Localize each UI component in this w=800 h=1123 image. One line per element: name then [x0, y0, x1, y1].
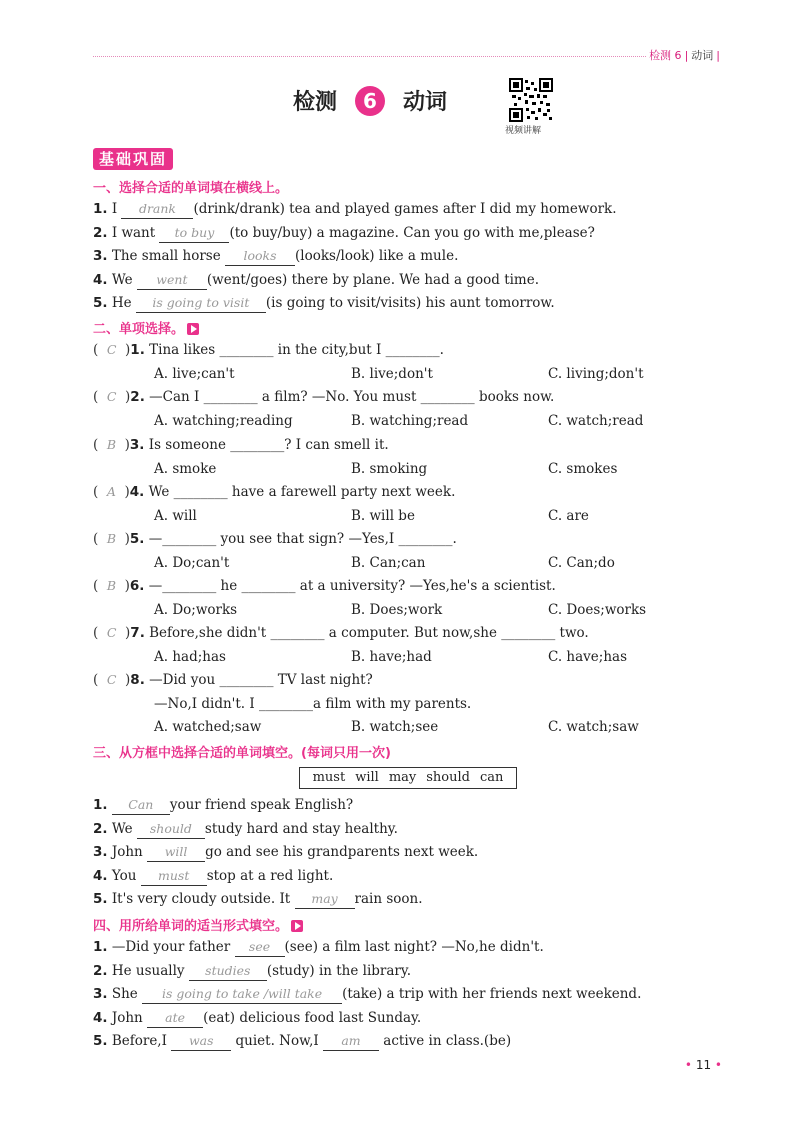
question-text: You — [111, 867, 137, 884]
question-text: John — [111, 1009, 143, 1026]
answer-paren: ( C ) — [93, 389, 131, 405]
choice-question — [93, 577, 556, 595]
question-text: —Did your father — [111, 939, 231, 955]
answer-blank[interactable] — [323, 1032, 379, 1051]
question-text: (went/goes) there by plane. We had a good time. — [206, 271, 540, 288]
choice-question — [93, 530, 457, 548]
question-text: (study) in the library. — [266, 962, 412, 979]
question-line — [93, 796, 353, 815]
question-number: 3. — [93, 844, 108, 860]
option-a[interactable]: A. smoke — [154, 460, 217, 477]
section-heading-1: 一、选择合适的单词填在横线上。 — [93, 181, 289, 196]
question-number: 2. — [93, 820, 108, 837]
option-c[interactable]: C. are — [548, 507, 589, 524]
answer-text: C — [106, 672, 117, 687]
question-number: 4. — [93, 1009, 108, 1026]
word-option: will — [355, 770, 379, 785]
answer-blank[interactable] — [235, 938, 285, 957]
question-text: study hard and stay healthy. — [204, 820, 398, 837]
answer-blank[interactable] — [137, 271, 207, 290]
answer-blank[interactable] — [189, 962, 267, 981]
answer-blank[interactable] — [147, 843, 205, 862]
question-number: 8. — [130, 672, 145, 688]
page-number: • 11 • — [684, 1058, 722, 1072]
question-text: —Did you ________ TV last night? — [149, 672, 373, 688]
question-number: 4. — [93, 271, 108, 288]
option-c[interactable]: C. watch;read — [548, 412, 644, 429]
choice-question — [93, 483, 455, 501]
word-box — [299, 767, 517, 789]
answer-blank[interactable] — [225, 247, 295, 266]
question-text: go and see his grandparents next week. — [205, 844, 479, 860]
option-b[interactable]: B. smoking — [351, 460, 428, 477]
word-option: must — [312, 770, 346, 785]
answer-paren: ( A ) — [93, 484, 130, 500]
answer-paren: ( C ) — [93, 342, 131, 358]
question-number: 1. — [93, 797, 108, 813]
answer-blank[interactable] — [171, 1032, 231, 1051]
section-heading-4: 四、用所给单词的适当形式填空。 — [93, 915, 303, 934]
question-text: —________ he ________ at a university? —Yes,he's a scientist. — [148, 578, 556, 594]
section-heading-3: 三、从方框中选择合适的单词填空。(每词只用一次) — [93, 746, 391, 761]
question-number: 4. — [129, 484, 145, 500]
answer-text: C — [106, 389, 117, 404]
option-a[interactable]: A. watched;saw — [154, 719, 262, 735]
question-text: John — [111, 844, 143, 860]
question-line — [93, 962, 411, 981]
qr-code-icon[interactable] — [509, 78, 553, 122]
choice-question — [93, 624, 589, 642]
question-number: 4. — [93, 867, 108, 884]
question-line — [93, 890, 423, 909]
question-text: We — [111, 271, 133, 288]
question-number: 3. — [93, 248, 108, 264]
answer-text: may — [311, 891, 338, 906]
choice-question — [93, 388, 554, 406]
option-a[interactable]: A. live;can't — [154, 365, 235, 382]
answer-text: is going to visit — [152, 295, 250, 310]
question-number: 1. — [130, 342, 145, 358]
option-b[interactable]: B. will be — [351, 507, 415, 524]
header-section: 检测 6 — [649, 49, 682, 62]
answer-text: Can — [128, 797, 154, 812]
option-a[interactable]: A. will — [154, 507, 197, 524]
play-icon[interactable] — [187, 323, 199, 335]
answer-blank[interactable] — [121, 200, 193, 219]
answer-text: looks — [243, 248, 277, 263]
question-text: —________ you see that sign? —Yes,I ________. — [148, 531, 457, 547]
question-line — [93, 820, 398, 839]
running-header: 检测 6 | 动词 | — [646, 47, 726, 63]
option-b[interactable]: B. watch;see — [351, 719, 439, 735]
question-text: active in class.(be) — [383, 1033, 512, 1049]
question-text: Before,I — [111, 1033, 167, 1049]
answer-blank[interactable] — [295, 890, 355, 909]
answer-text: ate — [165, 1009, 185, 1025]
title-post: 动词 — [403, 90, 448, 115]
answer-text: went — [156, 271, 188, 287]
question-text: Is someone ________? I can smell it. — [148, 437, 389, 453]
play-icon[interactable] — [291, 920, 303, 932]
answer-text: was — [188, 1033, 214, 1048]
option-c[interactable]: C. watch;saw — [548, 719, 639, 735]
title-pre: 检测 — [292, 90, 337, 115]
title-number: 6 — [355, 86, 385, 116]
question-line — [93, 843, 478, 862]
option-a[interactable]: A. watching;reading — [154, 412, 293, 429]
option-b[interactable]: B. Can;can — [351, 554, 426, 571]
option-c[interactable]: C. have;has — [548, 648, 628, 665]
option-a[interactable]: A. Do;works — [154, 601, 238, 618]
section-heading-2: 二、单项选择。 — [93, 318, 199, 337]
answer-blank[interactable] — [141, 867, 207, 886]
option-b[interactable]: B. live;don't — [351, 365, 433, 382]
page-title — [0, 85, 800, 118]
question-text: —Can I ________ a film? —No. You must ________ books now. — [149, 389, 555, 405]
answer-text: drank — [138, 201, 176, 216]
answer-text: to buy — [174, 224, 215, 240]
question-line — [93, 867, 333, 886]
option-c[interactable]: C. Does;works — [548, 601, 647, 618]
answer-paren: ( C ) — [93, 672, 131, 688]
question-text: (drink/drank) tea and played games after I did my homework. — [193, 201, 617, 217]
option-c[interactable]: C. living;don't — [548, 365, 644, 382]
question-text: Before,she didn't ________ a computer. But now,she ________ two. — [149, 625, 589, 641]
choice-question — [93, 436, 389, 454]
option-c[interactable]: C. smokes — [548, 460, 618, 477]
question-text: The small horse — [111, 248, 221, 264]
question-number: 6. — [129, 578, 145, 594]
question-text: (see) a film last night? —No,he didn't. — [284, 939, 544, 955]
question-number: 7. — [130, 625, 145, 641]
question-text: (take) a trip with her friends next weekend. — [342, 986, 642, 1002]
word-option: may — [388, 770, 417, 785]
answer-blank[interactable] — [137, 820, 205, 839]
answer-blank[interactable] — [147, 1009, 203, 1028]
question-text: stop at a red light. — [206, 867, 334, 884]
question-number: 3. — [93, 986, 108, 1002]
question-number: 1. — [93, 939, 108, 955]
answer-text: must — [158, 867, 190, 883]
question-number: 2. — [93, 962, 108, 979]
question-text: I — [111, 201, 118, 217]
option-a[interactable]: A. had;has — [154, 648, 226, 665]
answer-text: is going to take /will take — [161, 986, 323, 1001]
question-number: 5. — [93, 1033, 108, 1049]
question-text: We — [111, 820, 133, 837]
question-text: Tina likes ________ in the city,but I ________. — [149, 342, 444, 358]
answer-text: A — [106, 484, 116, 499]
answer-text: am — [341, 1033, 361, 1048]
answer-paren: ( B ) — [93, 531, 130, 547]
question-number: 3. — [129, 437, 145, 453]
answer-paren: ( B ) — [93, 578, 130, 594]
answer-blank[interactable] — [159, 224, 229, 243]
answer-text: C — [106, 625, 117, 640]
question-line — [93, 1009, 421, 1028]
answer-blank[interactable] — [142, 985, 342, 1004]
answer-text: studies — [205, 962, 251, 978]
word-option: can — [479, 770, 504, 785]
option-b[interactable]: B. have;had — [351, 648, 432, 665]
question-line — [93, 938, 544, 957]
question-text: We ________ have a farewell party next week. — [148, 484, 456, 500]
answer-paren: ( B ) — [93, 437, 130, 453]
option-c[interactable]: C. Can;do — [548, 554, 615, 571]
question-text: quiet. Now,I — [235, 1033, 319, 1049]
word-option: should — [426, 770, 470, 785]
question-line — [93, 247, 458, 266]
question-line — [93, 294, 555, 313]
answer-blank[interactable] — [112, 796, 170, 815]
option-b[interactable]: B. watching;read — [351, 412, 469, 429]
question-text: rain soon. — [354, 891, 423, 907]
question-text: I want — [111, 224, 156, 241]
answer-text: B — [106, 531, 117, 546]
header-topic: 动词 — [691, 49, 714, 62]
question-text: (to buy/buy) a magazine. Can you go with me,please? — [229, 224, 595, 241]
question-number: 1. — [93, 201, 108, 217]
section-banner: 基础巩固 — [93, 148, 173, 170]
answer-blank[interactable] — [136, 294, 266, 313]
question-text: (is going to visit/visits) his aunt tomorrow. — [265, 295, 555, 311]
question-text: (eat) delicious food last Sunday. — [203, 1009, 422, 1026]
question-line — [93, 224, 595, 243]
answer-text: will — [164, 844, 188, 859]
question-text: (looks/look) like a mule. — [295, 248, 459, 264]
answer-text: should — [149, 820, 192, 836]
question-number: 5. — [129, 531, 145, 547]
question-text-cont: —No,I didn't. I ________a film with my parents. — [154, 695, 472, 712]
question-number: 5. — [93, 891, 108, 907]
question-number: 2. — [130, 389, 145, 405]
question-number: 2. — [93, 224, 108, 241]
question-line — [93, 271, 539, 290]
answer-text: C — [106, 342, 117, 357]
qr-caption: 视频讲解 — [505, 126, 542, 136]
question-line — [93, 985, 641, 1004]
question-number: 5. — [93, 295, 108, 311]
question-line — [93, 200, 617, 219]
question-text: He usually — [111, 962, 185, 979]
question-text: She — [111, 986, 138, 1002]
option-b[interactable]: B. Does;work — [351, 601, 443, 618]
header-rule — [93, 56, 714, 57]
question-text: He — [111, 295, 132, 311]
question-line — [93, 1032, 511, 1051]
choice-question — [93, 341, 444, 359]
question-text: It's very cloudy outside. It — [111, 891, 291, 907]
answer-paren: ( C ) — [93, 625, 131, 641]
choice-question — [93, 671, 373, 689]
answer-text: B — [106, 437, 117, 452]
answer-text: see — [248, 939, 271, 954]
question-text: your friend speak English? — [169, 797, 354, 813]
answer-text: B — [106, 578, 117, 593]
option-a[interactable]: A. Do;can't — [154, 554, 230, 571]
